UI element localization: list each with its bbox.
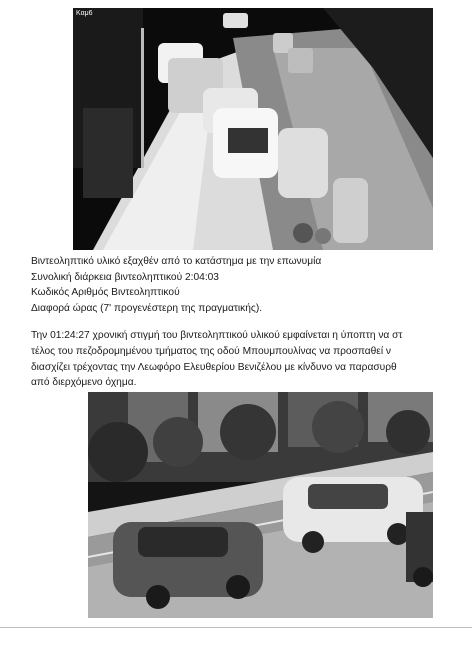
page-bottom-rule [0,627,472,628]
cctv-still-parked-cars-graphic [73,8,433,250]
paragraph-line: διασχίζει τρέχοντας την Λεωφόρο Ελευθερίου Βενιζέλου με κίνδυνο να παρασυρθ [31,361,397,373]
cctv-still-parked-cars [73,8,433,250]
paragraph-line: τέλος του πεζοδρομημένου τμήματος της οδού Μπουμπουλίνας να προσπαθεί ν [31,345,392,357]
video-source-line: Βιντεοληπτικό υλικό εξαχθέν από το κατάστημα με την επωνυμία [31,256,322,267]
cctv-still-avenue-crossing [88,392,433,618]
video-time-offset-line: Διαφορά ώρας (7' προγενέστερη της πραγματικής). [31,302,263,314]
event-description-paragraph [31,328,472,391]
video-info-block [31,254,321,316]
paragraph-line: Την 01:24:27 χρονική στιγμή του βιντεοληπτικού υλικού εμφαίνεται η ύποπτη να στ [31,330,403,341]
cctv-still-avenue-crossing-graphic [88,392,433,618]
video-duration-line: Συνολική διάρκεια βιντεοληπτικού 2:04:03 [31,271,219,283]
video-code-line: Κωδικός Αριθμός Βιντεοληπτικού [31,287,180,298]
cctv-camera-label: Καμ6 [76,10,93,17]
paragraph-line: από διερχόμενο όχημα. [31,377,137,389]
